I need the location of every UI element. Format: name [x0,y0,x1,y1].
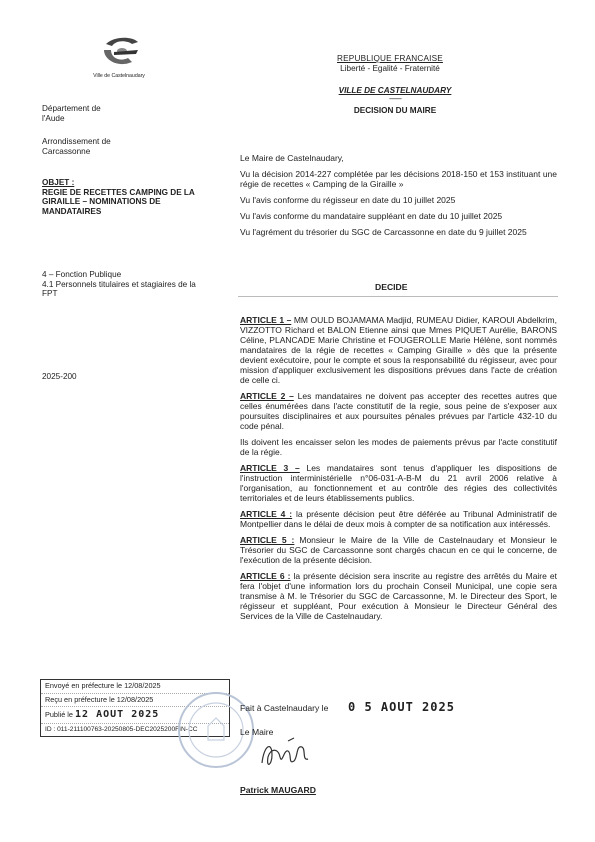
divider [238,296,558,297]
decide-heading: DECIDE [375,282,408,292]
stamp-publie-label: Publié le [45,710,73,719]
article-3-label: ARTICLE 3 – [240,463,300,474]
handwritten-signature [258,735,318,779]
article-5-label: ARTICLE 5 : [240,535,295,546]
republic-motto: Liberté - Egalité - Fraternité [340,63,440,73]
article-6 [240,571,557,621]
vu-suppleant: Vu l'avis conforme du mandataire suppléant en date du 10 juillet 2025 [240,211,503,222]
article-6-label: ARTICLE 6 : [240,571,291,582]
article-5-text: Monsieur le Maire de la Ville de Castelnaudary et Monsieur le Trésorier du SGC de Carcassonne sont chargés chacun en ce qui le concerne, de l'exécution de la présente décision. [240,535,557,566]
separator-dashes: --------- [389,96,401,103]
republic-header [310,54,470,73]
decision-number: 2025-200 [42,372,77,381]
classification-2: 4.1 Personnels titulaires et stagiaires de la FPT [42,279,196,299]
objet-text: REGIE DE RECETTES CAMPING DE LA GIRAILLE – NOMINATIONS DE MANDATAIRES [42,187,195,217]
vu-regisseur: Vu l'avis conforme du régisseur en date du 10 juillet 2025 [240,195,456,206]
article-6-text: la présente décision sera inscrite au registre des arrêtés du Maire et fera l'objet d'une information lors du prochain Conseil Municipal, une copie sera transmise à M. le Trésorier du SGC de Carcassonne, M. le Directeur des Sport, le régisseur et suppléant, Pour exécution à Monsieur le Directeur Général des Services de la Ville de Castelnaudary. [240,571,557,622]
article-5 [240,535,557,565]
objet-block [42,178,212,217]
vu-decision: Vu la décision 2014-227 complétée par les décisions 2018-150 et 153 instituant une régie de recettes « Camping de la Giraille » [240,169,557,190]
fait-date: 0 5 AOUT 2025 [348,700,455,714]
objet-label: OBJET : [42,178,75,187]
article-2-extra: Ils doivent les encaisser selon les modes de paiements prévus par l'acte constitutif de la régie. [240,437,557,458]
article-1 [240,315,557,385]
stamp-recu: Reçu en préfecture le 12/08/2025 [41,693,229,706]
stamp-id: ID : 011-211100763-20250805-DEC2025200FIN-CC [41,723,229,736]
signer-name: Patrick MAUGARD [240,785,316,795]
article-4-label: ARTICLE 4 : [240,509,293,520]
article-4 [240,509,557,529]
logo-caption: Ville de Castelnaudary [93,73,145,79]
article-1-label: ARTICLE 1 – [240,315,292,325]
le-maire: Le Maire [240,727,274,737]
article-3-text: Les mandataires sont tenus d'appliquer les dispositions de l'instruction interministérielle n°06-031-A-B-M du 21 avril 2006 relative à l'organisation, au fonctionnement et au contrôle des régies des collectivités territoriales et de leurs établissements publics. [240,463,557,504]
article-1-text: MM OULD BOJAMAMA Madjid, RUMEAU Didier, KAROUI Abdelkrim, VIZZOTTO Richard et BALON Etienne ainsi que Mmes PIQUET Aurélie, BARONS Céline, PLANCADE Marie Christine et FOUGEROLLE Marie Hélène, sont nommés mandataires de la régie de recettes « Camping Giraille » dès que la présente devient exécutoire, pour le compte et sous la responsabilité du régisseur, avec pour mission d'appliquer exclusivement les dispositions prévues dans l'acte de création de celle ci. [240,315,557,386]
preamble [240,153,557,243]
article-2 [240,391,557,431]
preamble-intro: Le Maire de Castelnaudary, [240,153,344,163]
fait-a: Fait à Castelnaudary le [240,703,329,713]
article-2-text: Les mandataires ne doivent pas accepter des recettes autres que celles énumérées dans l'acte constitutif de la regie, sous peine de s'exposer aux poursuites disciplinaires et aux poursuites pénales prévues par l'article 432-10 du code pénal. [240,391,557,432]
vu-tresorier: Vu l'agrément du trésorier du SGC de Carcassonne en date du 9 juillet 2025 [240,227,527,238]
article-3 [240,463,557,503]
stamp-publie-date: 12 AOUT 2025 [75,709,160,720]
classification-1: 4 – Fonction Publique [42,270,122,279]
republic-title: REPUBLIQUE FRANCAISE [337,54,443,63]
decision-title: DECISION DU MAIRE [353,106,437,115]
article-2-label: ARTICLE 2 – [240,391,294,402]
stamp-envoye: Envoyé en préfecture le 12/08/2025 [45,681,161,690]
classification [42,270,212,299]
articles [240,315,557,627]
departement: Département de l'Aude [42,104,101,123]
city-name: VILLE DE CASTELNAUDARY [338,86,452,95]
arrondissement: Arrondissement de Carcassonne [42,137,111,156]
article-4-text: la présente décision peut être déférée au Tribunal Administratif de Montpellier dans le délai de deux mois à compter de sa notification aux intéressés. [240,509,557,530]
